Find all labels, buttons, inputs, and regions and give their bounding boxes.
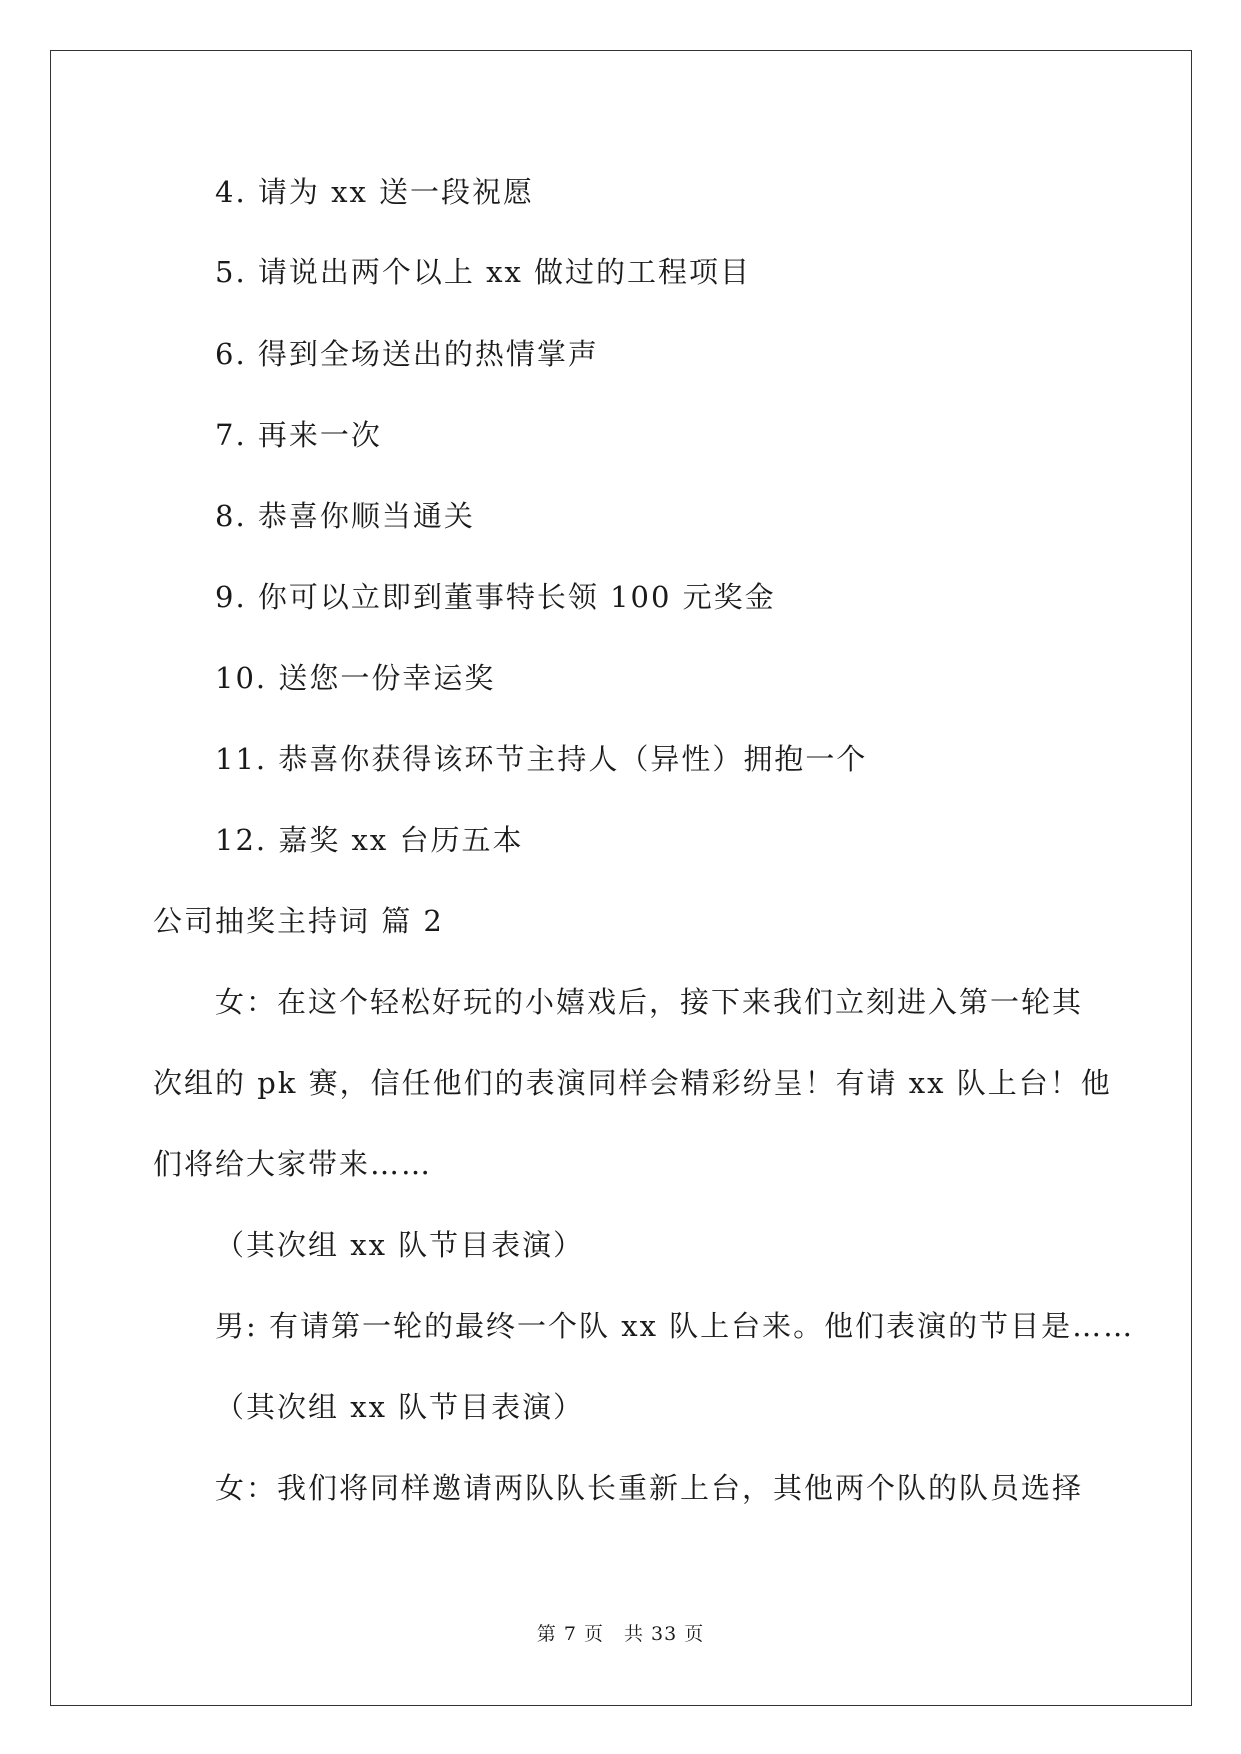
list-item-9: 9. 你可以立即到董事特长领 100 元奖金 bbox=[215, 580, 776, 614]
stage-direction: （其次组 xx 队节目表演） bbox=[215, 1228, 585, 1262]
list-item-8: 8. 恭喜你顺当通关 bbox=[215, 499, 475, 533]
stage-direction: （其次组 xx 队节目表演） bbox=[215, 1390, 585, 1424]
list-item-10: 10. 送您一份幸运奖 bbox=[215, 661, 496, 695]
paragraph-line: 次组的 pk 赛，信任他们的表演同样会精彩纷呈！有请 xx 队上台！他 bbox=[153, 1066, 1112, 1100]
list-item-5: 5. 请说出两个以上 xx 做过的工程项目 bbox=[215, 255, 752, 289]
page-number: 第 7 页 共 33 页 bbox=[536, 1623, 705, 1645]
list-item-6: 6. 得到全场送出的热情掌声 bbox=[215, 337, 599, 371]
list-item-7: 7. 再来一次 bbox=[215, 418, 382, 452]
paragraph-line: 女：我们将同样邀请两队队长重新上台，其他两个队的队员选择 bbox=[215, 1471, 1084, 1505]
section-heading: 公司抽奖主持词 篇 2 bbox=[153, 904, 444, 938]
list-item-11: 11. 恭喜你获得该环节主持人（异性）拥抱一个 bbox=[215, 742, 868, 776]
list-item-4: 4. 请为 xx 送一段祝愿 bbox=[215, 175, 535, 209]
list-item-12: 12. 嘉奖 xx 台历五本 bbox=[215, 823, 524, 857]
paragraph-line: 们将给大家带来…… bbox=[153, 1147, 433, 1181]
paragraph-line: 男: 有请第一轮的最终一个队 xx 队上台来。他们表演的节目是…… bbox=[215, 1309, 1135, 1343]
page-frame bbox=[50, 50, 1192, 1706]
paragraph-line: 女：在这个轻松好玩的小嬉戏后，接下来我们立刻进入第一轮其 bbox=[215, 985, 1084, 1019]
